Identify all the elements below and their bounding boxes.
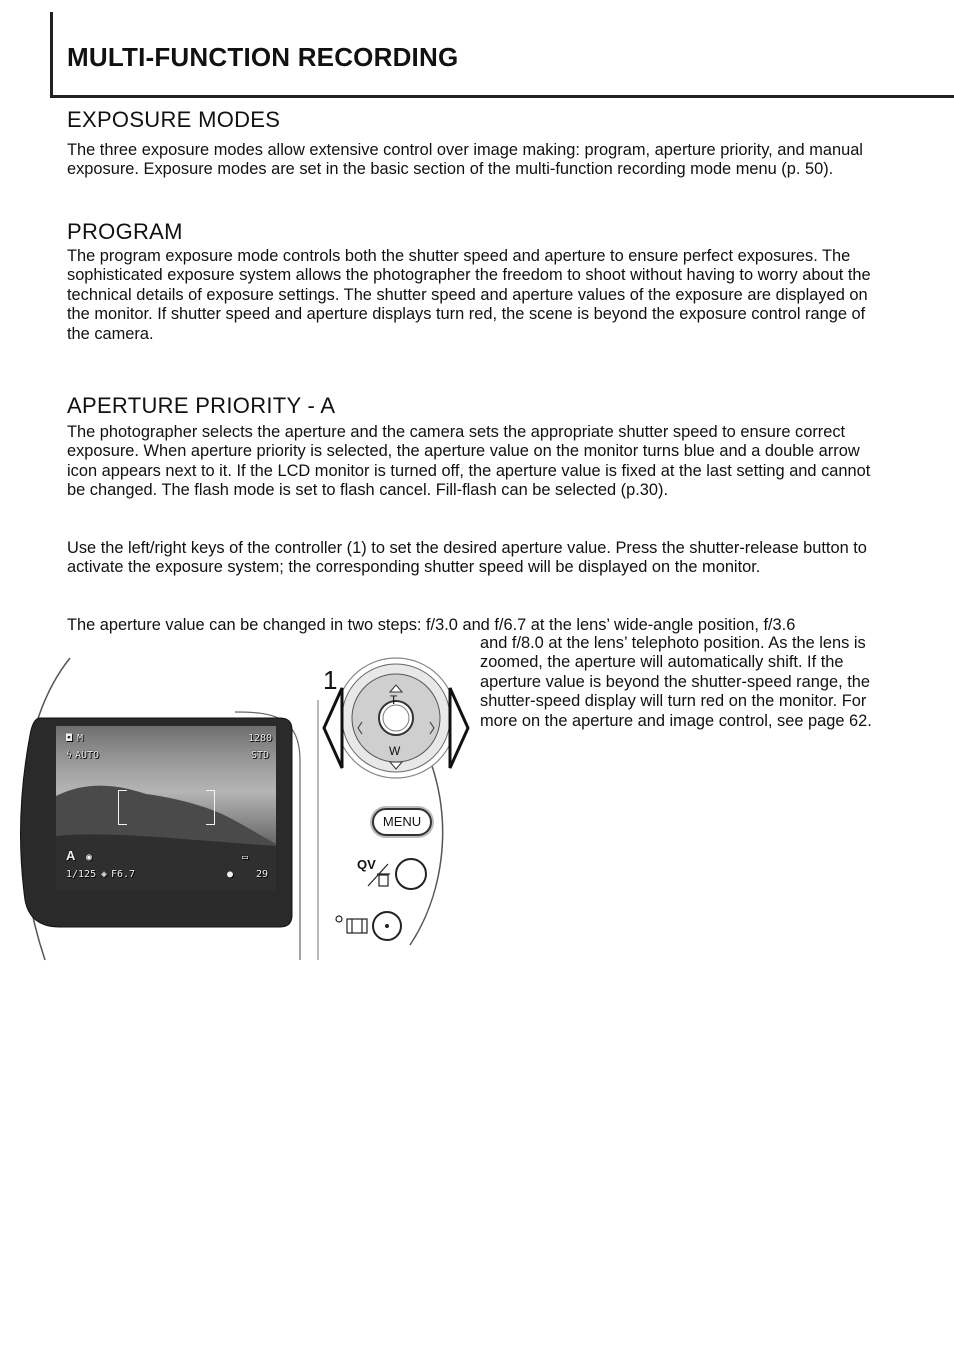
single-frame-icon: ▭ — [242, 852, 249, 863]
lcd-monitor — [56, 726, 276, 890]
image-quality: STD — [251, 750, 270, 761]
controller-wide-label: W — [389, 744, 401, 758]
chapter-title: MULTI-FUNCTION RECORDING — [67, 42, 459, 72]
section-title-exposure-modes: EXPOSURE MODES — [67, 107, 281, 132]
controller-tele-label: T — [390, 693, 398, 707]
battery-indicator: ● — [227, 869, 234, 880]
qv-label: QV — [357, 857, 376, 872]
image-size: 1280 — [248, 733, 273, 744]
section-title-program: PROGRAM — [67, 219, 183, 244]
section-title-aperture-priority: APERTURE PRIORITY - A — [67, 393, 336, 418]
focus-frame-left — [118, 790, 127, 825]
focus-frame-right — [206, 790, 215, 825]
camera-icon: ◘ — [66, 733, 73, 744]
double-arrow-icon: ◈ — [101, 869, 108, 880]
header-rule-vertical — [50, 12, 53, 97]
frames-remaining: 29 — [256, 869, 269, 880]
flash-icon: ϟ — [66, 750, 73, 761]
exposure-modes-body: The three exposure modes allow extensive control over image making: program, aperture priority, and manual exposure. Exposure modes are set in the basic section of the multi-function recording mode menu (p. 50). — [67, 141, 863, 179]
program-body: The program exposure mode controls both the shutter speed and aperture to ensure perfect exposures. The sophisticated exposure system allows the photographer the freedom to shoot without having to worry about the technical details of exposure settings. The shutter speed and aperture values of the exposure are displayed on the monitor. If shutter speed and aperture displays turn red, the scene is beyond the exposure control range of the camera. — [67, 247, 871, 343]
aperture-priority-body-2: Use the left/right keys of the controller (1) to set the desired aperture value. Press the shutter-release button to activate the exposure system; the corresponding shutter speed will be displayed on the monitor. — [67, 539, 867, 577]
aperture-priority-body-3-first-line: The aperture value can be changed in two steps: f/3.0 and f/6.7 at the lens’ wide-angle position, f/3.6 — [67, 616, 796, 634]
exposure-mode: A — [66, 848, 76, 863]
aperture-priority-body-1: The photographer selects the aperture and the camera sets the appropriate shutter speed to ensure correct exposure. When aperture priority is selected, the aperture value on the monitor turns blue and a double arrow icon appears next to it. If the LCD monitor is turned off, the aperture value is fixed at the last setting and cannot be changed. The flash mode is set to flash cancel. Fill-flash can be selected (p.30). — [67, 423, 871, 500]
menu-button: MENU — [372, 808, 432, 836]
aperture-priority-body-3-rest: and f/8.0 at the lens’ telephoto position. As the lens is zoomed, the aperture will automatically shift. If the aperture value is beyond the shutter-speed range, the shutter-speed display will turn red on the monitor. For more on the aperture and image control, see page 62. — [480, 634, 872, 730]
aperture-value: F6.7 — [111, 869, 136, 880]
header-rule-horizontal — [50, 95, 954, 98]
flash-mode: AUTO — [75, 750, 100, 761]
callout-number: 1 — [323, 665, 338, 695]
eye-icon: ◉ — [86, 852, 93, 863]
mode-icon-label: M — [77, 733, 84, 744]
shutter-speed: 1/125 — [66, 869, 97, 880]
